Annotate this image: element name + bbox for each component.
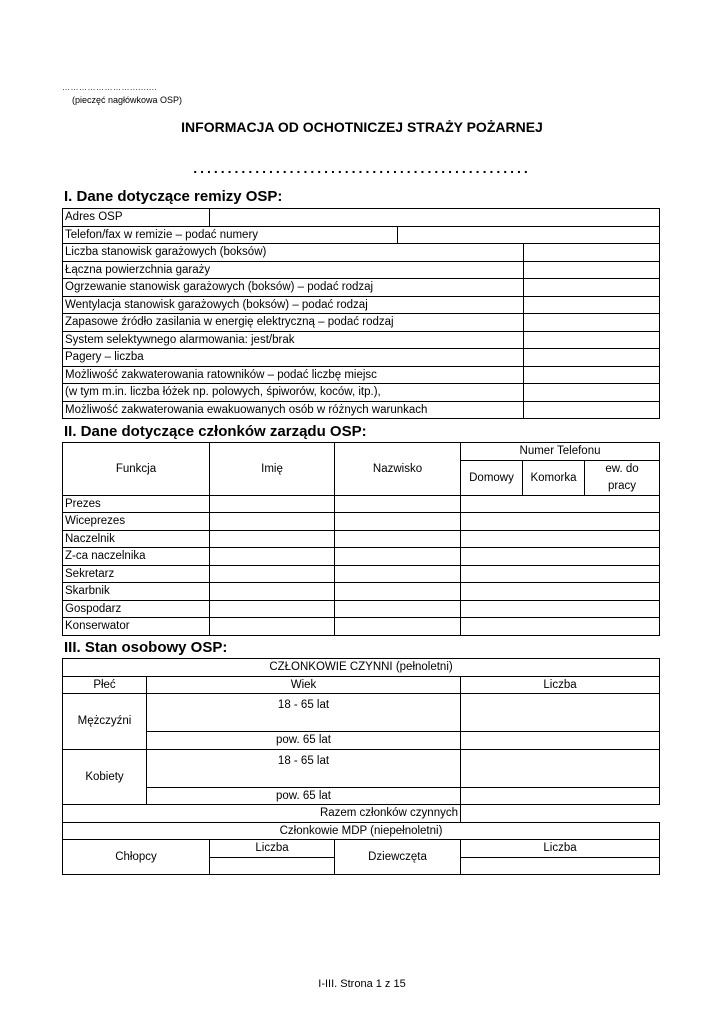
adres-input[interactable] [210,209,660,227]
table-row [63,331,660,349]
imie-input[interactable] [210,530,335,548]
value-cell[interactable] [524,349,660,367]
nazwisko-input[interactable] [335,583,461,601]
table-row [63,787,660,805]
kobiety-label: Kobiety [63,749,147,805]
section-2-heading: II. Dane dotyczące członków zarządu OSP: [64,423,367,440]
count-input[interactable] [461,787,660,805]
table-row [63,600,660,618]
funkcja-cell: Z-ca naczelnika [63,548,210,566]
chlopcy-label: Chłopcy [63,840,210,875]
row-label: Wentylacja stanowisk garażowych (boksów) – podać rodzaj [63,296,524,314]
dziewczeta-count-input[interactable] [461,857,660,875]
count-input[interactable] [461,694,660,732]
nazwisko-input[interactable] [335,600,461,618]
imie-input[interactable] [210,548,335,566]
razem-input[interactable] [461,805,660,823]
table-row [63,384,660,402]
chlopcy-liczba-header: Liczba [210,840,335,858]
nazwisko-input[interactable] [335,530,461,548]
razem-label: Razem członków czynnych [63,805,461,823]
table-row [63,314,660,332]
value-cell[interactable] [524,384,660,402]
col-imie-header: Imię [210,443,335,496]
osp-name-field[interactable]: ................................................. [193,160,531,176]
row-label: Łączna powierzchnia garaży [63,261,524,279]
page-title: INFORMACJA OD OCHOTNICZEJ STRAŻY POŻARNEJ [181,119,543,135]
funkcja-cell: Konserwator [63,618,210,636]
nazwisko-input[interactable] [335,513,461,531]
col-praca-line2: pracy [607,479,637,492]
imie-input[interactable] [210,495,335,513]
telefon-input[interactable] [461,548,660,566]
table-row [63,530,660,548]
row-label: Adres OSP [63,209,210,227]
row-label: Zapasowe źródło zasilania w energię elektryczną – podać rodzaj [63,314,524,332]
telefon-input[interactable] [461,530,660,548]
col-liczba-header: Liczba [461,676,660,694]
table-row [63,226,660,244]
col-numer-telefonu-header: Numer Telefonu [461,443,660,461]
table-row [63,565,660,583]
row-label: Ogrzewanie stanowisk garażowych (boksów) – podać rodzaj [63,279,524,297]
dziewczeta-label: Dziewczęta [335,840,461,875]
value-cell[interactable] [524,401,660,419]
value-cell[interactable] [524,366,660,384]
value-cell[interactable] [524,279,660,297]
row-label: Liczba stanowisk garażowych (boksów) [63,244,524,262]
table-row [63,805,660,823]
mdp-title: Członkowie MDP (niepełnoletni) [63,822,660,840]
count-input[interactable] [461,749,660,787]
nazwisko-input[interactable] [335,618,461,636]
telefon-input[interactable] [461,495,660,513]
stamp-dots: …………………….......... [62,83,158,92]
age-18-65-label: 18 - 65 lat [147,749,461,787]
col-plec-header: Płeć [63,676,147,694]
row-label: Możliwość zakwaterowania ewakuowanych osób w różnych warunkach [63,401,524,419]
chlopcy-count-input[interactable] [210,857,335,875]
table-row [63,840,660,858]
col-komorka-header: Komorka [523,460,585,495]
col-funkcja-header: Funkcja [63,443,210,496]
telefon-input[interactable] [461,600,660,618]
count-input[interactable] [461,732,660,750]
imie-input[interactable] [210,513,335,531]
table-row [63,583,660,601]
col-wiek-header: Wiek [147,676,461,694]
col-nazwisko-header: Nazwisko [335,443,461,496]
section-3-heading: III. Stan osobowy OSP: [64,639,228,656]
stan-osobowy-table [62,658,660,875]
row-label: System selektywnego alarmowania: jest/brak [63,331,524,349]
funkcja-cell: Naczelnik [63,530,210,548]
row-label: (w tym m.in. liczba łóżek np. polowych, śpiworów, koców, itp.), [63,384,524,402]
value-cell[interactable] [524,244,660,262]
table-row [63,366,660,384]
value-cell[interactable] [524,314,660,332]
page-number: I-III. Strona 1 z 15 [318,978,406,990]
table-row [63,495,660,513]
nazwisko-input[interactable] [335,495,461,513]
table-row [63,296,660,314]
funkcja-cell: Prezes [63,495,210,513]
nazwisko-input[interactable] [335,565,461,583]
section-1-heading: I. Dane dotyczące remizy OSP: [64,188,283,205]
row-label: Pagery – liczba [63,349,524,367]
row-label: Telefon/fax w remizie – podać numery [63,226,398,244]
table-row [63,261,660,279]
col-praca-header [585,460,660,495]
table-row [63,618,660,636]
table-row [63,732,660,750]
funkcja-cell: Sekretarz [63,565,210,583]
funkcja-cell: Gospodarz [63,600,210,618]
telefon-input[interactable] [461,513,660,531]
table-row [63,694,660,732]
table-row [63,749,660,787]
czynni-title: CZŁONKOWIE CZYNNI (pełnoletni) [63,659,660,677]
table-row [63,401,660,419]
funkcja-cell: Wiceprezes [63,513,210,531]
dziewczeta-liczba-header: Liczba [461,840,660,858]
value-cell[interactable] [524,296,660,314]
telefon-input[interactable] [461,565,660,583]
imie-input[interactable] [210,600,335,618]
col-praca-line1: ew. do [605,462,639,475]
table-row [63,279,660,297]
table-row [63,209,660,227]
age-65-label: pow. 65 lat [147,732,461,750]
remiza-table [62,208,660,419]
table-row [63,513,660,531]
funkcja-cell: Skarbnik [63,583,210,601]
table-row [63,349,660,367]
zarzad-table [62,442,660,636]
stamp-label: (pieczęć nagłówkowa OSP) [72,95,183,105]
age-18-65-label: 18 - 65 lat [147,694,461,732]
value-cell[interactable] [524,331,660,349]
imie-input[interactable] [210,565,335,583]
col-domowy-header: Domowy [461,460,523,495]
imie-input[interactable] [210,583,335,601]
telefon-input[interactable] [461,583,660,601]
row-label: Możliwość zakwaterowania ratowników – podać liczbę miejsc [63,366,524,384]
mezczyzni-label: Mężczyźni [63,694,147,750]
telefon-input[interactable] [398,226,660,244]
value-cell[interactable] [524,261,660,279]
table-row [63,244,660,262]
nazwisko-input[interactable] [335,548,461,566]
table-row [63,548,660,566]
age-65-label: pow. 65 lat [147,787,461,805]
telefon-input[interactable] [461,618,660,636]
imie-input[interactable] [210,618,335,636]
